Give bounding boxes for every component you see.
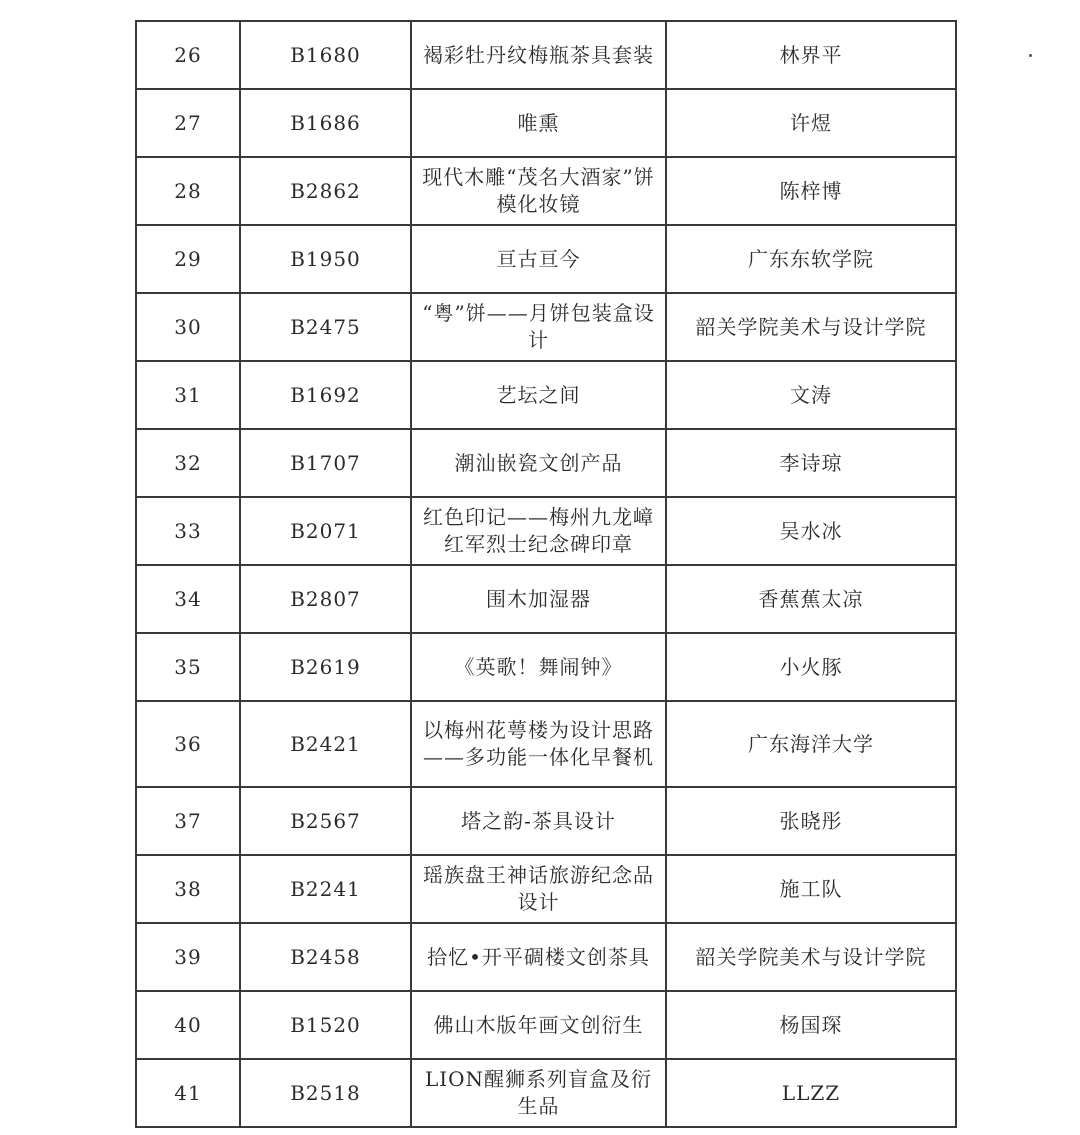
results-table (135, 20, 957, 1128)
table-row (136, 991, 956, 1059)
author: 小火豚 (666, 633, 956, 701)
row-number: 41 (136, 1059, 240, 1127)
work-title: LION醒狮系列盲盒及衍生品 (411, 1059, 666, 1127)
row-number: 29 (136, 225, 240, 293)
table-row (136, 855, 956, 923)
work-title: 《英歌！舞闹钟》 (411, 633, 666, 701)
table-row (136, 1059, 956, 1127)
table-row (136, 787, 956, 855)
work-title: 艺坛之间 (411, 361, 666, 429)
author: 杨国琛 (666, 991, 956, 1059)
row-number: 33 (136, 497, 240, 565)
row-number: 30 (136, 293, 240, 361)
work-title: 唯熏 (411, 89, 666, 157)
work-title: 瑶族盘王神话旅游纪念品设计 (411, 855, 666, 923)
author: 文涛 (666, 361, 956, 429)
row-number: 40 (136, 991, 240, 1059)
row-number: 26 (136, 21, 240, 89)
entry-code: B1707 (240, 429, 411, 497)
work-title: 潮汕嵌瓷文创产品 (411, 429, 666, 497)
row-number: 31 (136, 361, 240, 429)
work-title: 亘古亘今 (411, 225, 666, 293)
work-title: “粤”饼——月饼包装盒设计 (411, 293, 666, 361)
entry-code: B1686 (240, 89, 411, 157)
scan-speck (1029, 54, 1032, 57)
author: 吴水冰 (666, 497, 956, 565)
entry-code: B2241 (240, 855, 411, 923)
work-title: 塔之韵-茶具设计 (411, 787, 666, 855)
author: 许煜 (666, 89, 956, 157)
work-title: 佛山木版年画文创衍生 (411, 991, 666, 1059)
table-row (136, 21, 956, 89)
work-title: 以梅州花萼楼为设计思路——多功能一体化早餐机 (411, 701, 666, 787)
author: 林界平 (666, 21, 956, 89)
entry-code: B1950 (240, 225, 411, 293)
table-row (136, 565, 956, 633)
author: 李诗琼 (666, 429, 956, 497)
work-title: 现代木雕“茂名大酒家”饼模化妆镜 (411, 157, 666, 225)
row-number: 32 (136, 429, 240, 497)
author: 施工队 (666, 855, 956, 923)
entry-code: B2807 (240, 565, 411, 633)
table-row (136, 361, 956, 429)
author: 张晓彤 (666, 787, 956, 855)
work-title: 围木加湿器 (411, 565, 666, 633)
table-row (136, 89, 956, 157)
author: 韶关学院美术与设计学院 (666, 293, 956, 361)
row-number: 37 (136, 787, 240, 855)
author: 陈梓博 (666, 157, 956, 225)
entry-code: B2862 (240, 157, 411, 225)
entry-code: B2071 (240, 497, 411, 565)
entry-code: B2458 (240, 923, 411, 991)
row-number: 28 (136, 157, 240, 225)
row-number: 34 (136, 565, 240, 633)
row-number: 36 (136, 701, 240, 787)
author: 韶关学院美术与设计学院 (666, 923, 956, 991)
table-row (136, 923, 956, 991)
author: 香蕉蕉太凉 (666, 565, 956, 633)
table-row (136, 429, 956, 497)
work-title: 红色印记——梅州九龙嶂红军烈士纪念碑印章 (411, 497, 666, 565)
author: 广东海洋大学 (666, 701, 956, 787)
entry-code: B2421 (240, 701, 411, 787)
author: 广东东软学院 (666, 225, 956, 293)
table-row (136, 225, 956, 293)
table-row (136, 633, 956, 701)
table-row (136, 701, 956, 787)
row-number: 27 (136, 89, 240, 157)
table-body (136, 21, 956, 1127)
table-row (136, 293, 956, 361)
entry-code: B2567 (240, 787, 411, 855)
entry-code: B2619 (240, 633, 411, 701)
entry-code: B1680 (240, 21, 411, 89)
entry-code: B1520 (240, 991, 411, 1059)
table-row (136, 157, 956, 225)
row-number: 39 (136, 923, 240, 991)
work-title: 褐彩牡丹纹梅瓶茶具套装 (411, 21, 666, 89)
work-title: 拾忆•开平碉楼文创茶具 (411, 923, 666, 991)
author: LLZZ (666, 1059, 956, 1127)
row-number: 35 (136, 633, 240, 701)
entry-code: B1692 (240, 361, 411, 429)
entry-code: B2475 (240, 293, 411, 361)
entry-code: B2518 (240, 1059, 411, 1127)
row-number: 38 (136, 855, 240, 923)
table-row (136, 497, 956, 565)
